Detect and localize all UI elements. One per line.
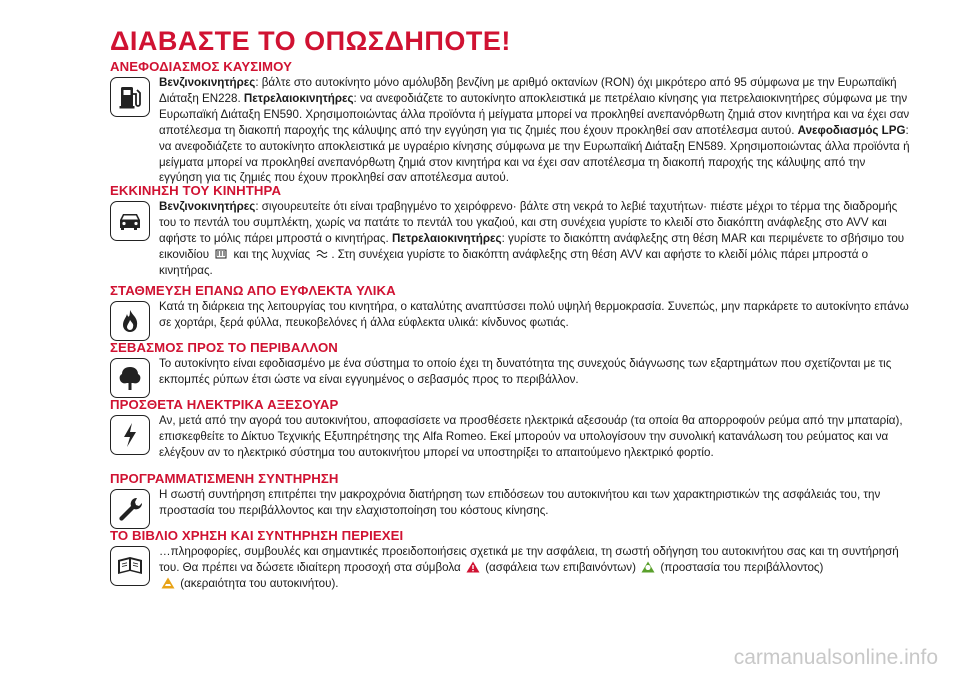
vehicle-integrity-icon xyxy=(161,577,175,589)
text-lpg: : να ανεφοδιάζετε το αυτοκίνητο αποκλειστικά με υγραέριο κίνησης σύμφωνα με την Ευρωπαϊκή Διάταξη EN589. Χρησιμοποιώντας άλλα προϊόντα ή μείγματα μπορεί να προκληθεί ανεπανόρθωτη ζημιά στον κινητήρα και να έχει σαν αποτέλεσμα τη διακοπή παροχής της κάλυψης από την εγγύηση για τις ζημιές που έχουν προκληθεί σαν αποτέλεσμα αυτού. xyxy=(159,123,910,185)
section-heading: ΣΕΒΑΣΜΟΣ ΠΡΟΣ ΤΟ ΠΕΡΙΒΑΛΛΟΝ xyxy=(110,340,338,355)
preheat-icon xyxy=(214,248,228,260)
fuel-pump-icon xyxy=(110,77,150,117)
text-diesel-1: : γυρίστε το διακόπτη ανάφλεξης στη θέση MAR και περιμένετε το σβήσιμο του εικονιδίου xyxy=(159,231,905,261)
paragraph: Αν, μετά από την αγορά του αυτοκινήτου, αποφασίσετε να προσθέσετε ηλεκτρικά αξεσουάρ (τα οποία θα απορροφούν ρεύμα από την μπαταρία), επισκεφθείτε το Δίκτυο Τεχνικής Εξυπηρέτησης της Alfa Romeo. Εκεί μπορούν να υπολογίσουν την συνολική κατανάλωση του ρεύματος και να ελέγξουν αν το ηλεκτρικό σύστημα του αυτοκινήτου μπορεί να υποστηρίξει το απαιτούμενο ηλεκτρικό φορτίο. xyxy=(159,414,903,459)
label-lpg: Ανεφοδιασμός LPG xyxy=(797,123,906,137)
section-text xyxy=(159,75,910,186)
wrench-icon xyxy=(110,489,150,529)
section-text xyxy=(159,544,910,592)
section-text xyxy=(159,199,910,279)
section-maintenance xyxy=(110,470,910,519)
text-2: (ασφάλεια των επιβαινόντων) xyxy=(485,560,636,574)
section-accessories xyxy=(110,396,910,461)
section-environment xyxy=(110,339,910,388)
section-heading: ΤΟ ΒΙΒΛΙΟ ΧΡΗΣΗ ΚΑΙ ΣΥΝΤΗΡΗΣΗ ΠΕΡΙΕΧΕΙ xyxy=(110,528,404,543)
lightning-bolt-icon xyxy=(110,415,150,455)
section-heading: ΕΚΚΙΝΗΣΗ ΤΟΥ ΚΙΝΗΤΗΡΑ xyxy=(110,183,282,198)
text-4: (ακεραιότητα του αυτοκινήτου). xyxy=(180,576,339,590)
text-petrol: : σιγουρευτείτε ότι είναι τραβηγμένο το χειρόφρενο· βάλτε στη νεκρά το λεβιέ ταχυτήτων· πιέστε μέχρι το τέρμα της διαδρομής του το πεντάλ του συμπλέκτη, χωρίς να πατάτε το πεντάλ του γκαζιού, και στη συνέχεια γυρίστε το κλειδί στο διακόπτη ανάφλεξης στο AVV και αφήστε το μόλις πάρει μπροστά ο κινητήρας. xyxy=(159,200,898,245)
section-text xyxy=(159,356,910,388)
section-heading: ΑΝΕΦΟΔΙΑΣΜΟΣ ΚΑΥΣΙΜΟΥ xyxy=(110,59,292,74)
tree-icon xyxy=(110,358,150,398)
label-petrol: Βενζινοκινητήρες xyxy=(159,200,256,213)
page-title: ΔΙΑΒΑΣΤΕ ΤΟ ΟΠΩΣΔΗΠΟΤΕ! xyxy=(110,26,511,56)
paragraph: Η σωστή συντήρηση επιτρέπει την μακροχρόνια διατήρηση των επιδόσεων του αυτοκινήτου και των χαρακτηριστικών της ασφάλειάς του, την προστασία του περιβάλλοντος και την ελαχιστοποίηση του κόστους κίνησης. xyxy=(159,488,881,517)
text-1: …πληροφορίες, συμβουλές και σημαντικές προειδοποιήσεις σχετικά με την ασφάλεια, τη σωστή οδήγηση του αυτοκινήτου σας και τη συντήρησή του. Θα πρέπει να δώσετε ιδιαίτερη προσοχή στα σύμβολα xyxy=(159,545,899,574)
text-3: (προστασία του περιβάλλοντος) xyxy=(660,560,824,574)
label-petrol: Βενζινοκινητήρες xyxy=(159,76,256,89)
paragraph: Κατά τη διάρκεια της λειτουργίας του κινητήρα, ο καταλύτης αναπτύσσει πολύ υψηλή θερμοκρασία. Συνεπώς, μην παρκάρετε το αυτοκίνητο επάνω σε χορτάρι, ξερά φύλλα, πευκοβελόνες ή άλλα εύφλεκτα υλικά: κίνδυνος φωτιάς. xyxy=(159,300,909,329)
open-book-icon xyxy=(110,546,150,586)
label-diesel: Πετρελαιοκινητήρες xyxy=(243,91,354,105)
car-icon xyxy=(110,201,150,241)
text-diesel-2: και της λυχνίας xyxy=(233,247,311,261)
text-diesel: : να ανεφοδιάζετε το αυτοκίνητο αποκλειστικά με πετρέλαιο κίνησης για πετρελαιοκινητήρες σύμφωνα με την Ευρωπαϊκή Διάταξη EN590. Χρησιμοποιώντας άλλα προϊόντα ή μείγματα μπορεί να προκληθεί ανεπανόρθωτη ζημιά στον κινητήρα και να έχει σαν αποτέλεσμα τη διακοπή παροχής της κάλυψης από την εγγύηση για τις ζημιές που έχουν προκληθεί σαν αποτέλεσμα αυτού. xyxy=(159,91,910,137)
section-heading: ΠΡΟΣΘΕΤΑ ΗΛΕΚΤΡΙΚΑ ΑΞΕΣΟΥΑΡ xyxy=(110,397,339,412)
label-diesel: Πετρελαιοκινητήρες xyxy=(391,231,502,245)
environment-symbol-icon xyxy=(641,561,655,573)
watermark: carmanualsonline.info xyxy=(733,646,938,669)
section-text xyxy=(159,299,910,331)
section-engine-start xyxy=(110,182,910,279)
glow-plug-lamp-icon xyxy=(315,248,329,260)
section-parking xyxy=(110,282,910,331)
section-text xyxy=(159,487,910,519)
text-diesel-3: . Στη συνέχεια γυρίστε το διακόπτη ανάφλεξης στη θέση AVV και αφήστε το κλειδί μόλις πάρει μπροστά ο κινητήρας. xyxy=(159,247,869,277)
warning-safety-icon xyxy=(466,561,480,573)
section-heading: ΣΤΑΘΜΕΥΣΗ ΕΠΑΝΩ ΑΠΟ ΕΥΦΛΕΚΤΑ ΥΛΙΚΑ xyxy=(110,283,396,298)
section-manual-contents xyxy=(110,527,910,592)
section-refuelling xyxy=(110,58,910,186)
fire-icon xyxy=(110,301,150,341)
section-text xyxy=(159,413,910,461)
section-heading: ΠΡΟΓΡΑΜΜΑΤΙΣΜΕΝΗ ΣΥΝΤΗΡΗΣΗ xyxy=(110,471,339,486)
paragraph: Το αυτοκίνητο είναι εφοδιασμένο με ένα σύστημα το οποίο έχει τη δυνατότητα της συνεχούς διάγνωσης των εξαρτημάτων που σχετίζονται με τις εκπομπές ρύπων έτσι ώστε να είναι εγγυημένος ο σεβασμός προς το περιβάλλον. xyxy=(159,357,892,386)
text-petrol: : βάλτε στο αυτοκίνητο μόνο αμόλυβδη βενζίνη με αριθμό οκτανίων (RON) όχι μικρότερο από 95 σύμφωνα με την Ευρωπαϊκή Διάταξη EN228. xyxy=(159,76,897,105)
